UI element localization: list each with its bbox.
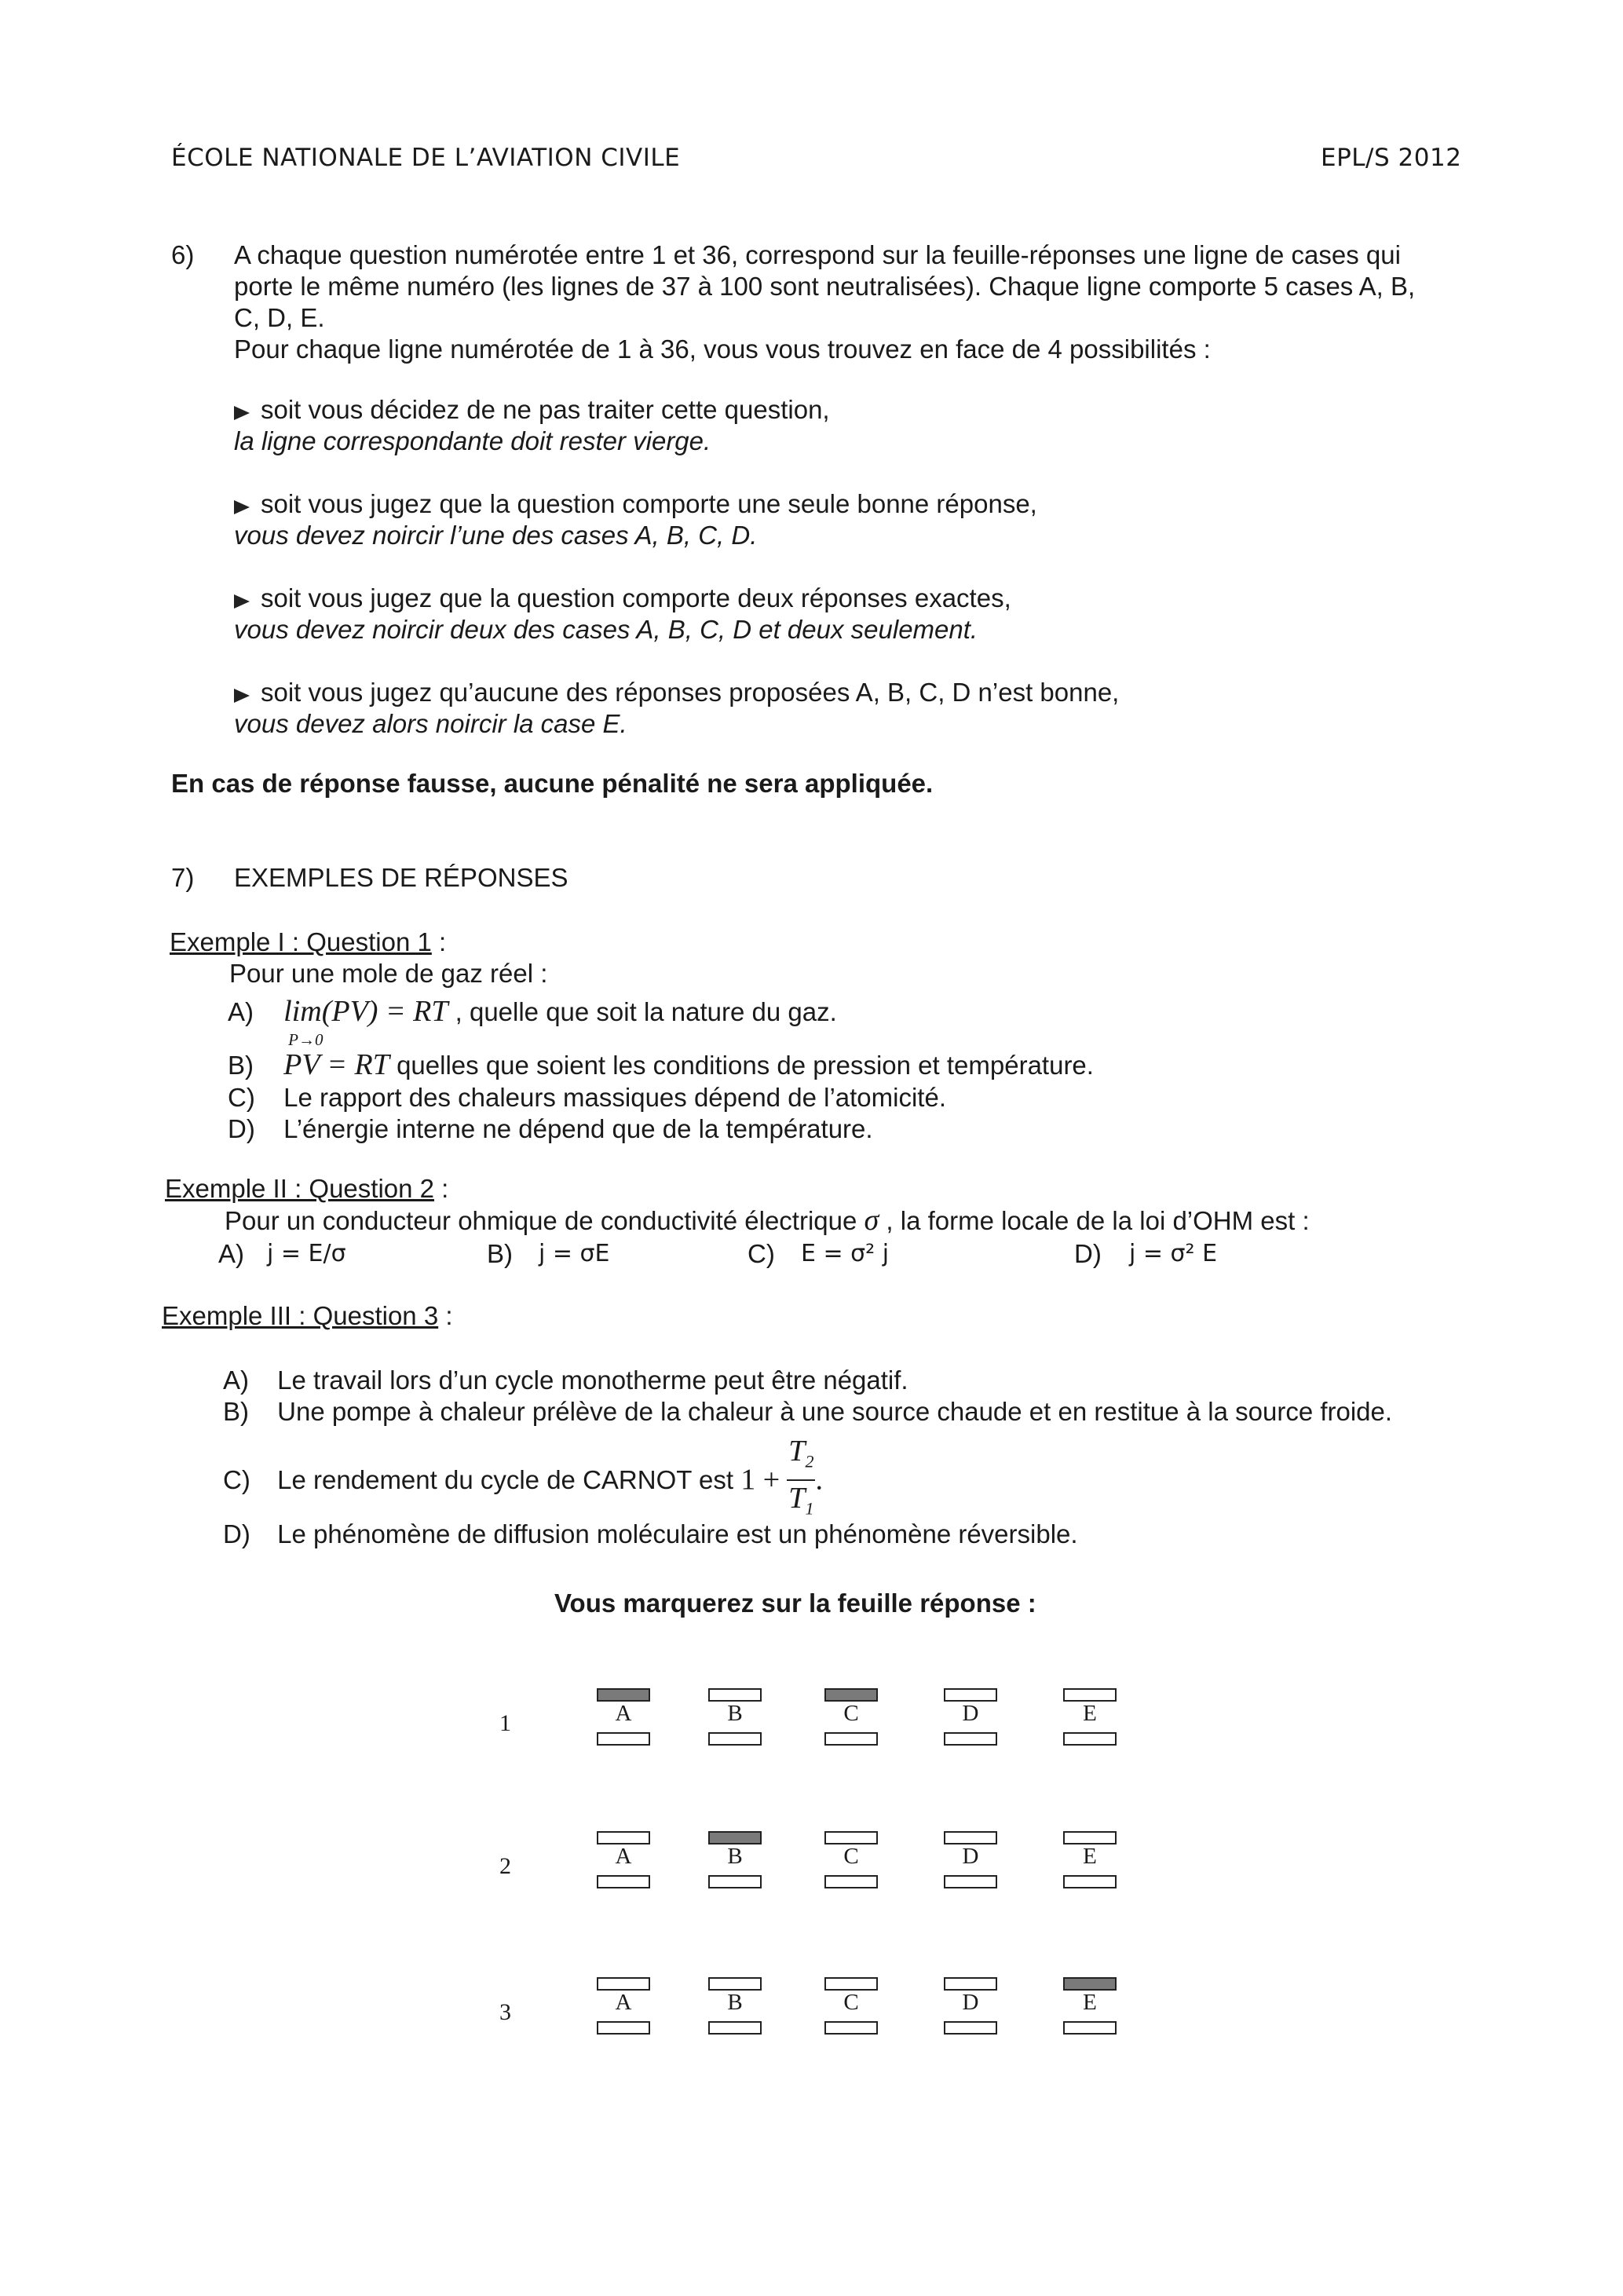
answer-letter: D <box>962 1990 979 2015</box>
option-3 <box>234 583 1011 645</box>
answer-letter: E <box>1083 1990 1097 2015</box>
example2-option-b: j = σE <box>539 1240 610 1267</box>
example1-option-a: A) lim(PV) = RT P→0 , quelle que soit la nature du gaz. <box>228 996 837 1028</box>
exam-code: EPL/S 2012 <box>1321 144 1462 172</box>
section6-line: porte le même numéro (les lignes de 37 à 100 sont neutralisées). Chaque ligne comporte 5 cases A, B, <box>234 272 1416 301</box>
example2-option-d: j = σ² E <box>1129 1240 1218 1267</box>
lim-expression: lim(PV) = RT <box>283 995 448 1028</box>
option-instruction: vous devez noircir l’une des cases A, B, C, D. <box>234 521 758 550</box>
answer-sheet-instruction: Vous marquerez sur la feuille réponse : <box>554 1589 1036 1618</box>
answer-box-lower <box>708 1875 762 1888</box>
answer-letter: D <box>962 1701 979 1726</box>
answer-box-lower <box>597 2021 650 2035</box>
example3-option-c: C) Le rendement du cycle de CARNOT est 1 + $\frac{T_2}{T_1}$ . <box>223 1434 823 1512</box>
answer-box-lower <box>944 1732 997 1746</box>
answer-letter: B <box>727 1844 743 1869</box>
ideal-gas-law: PV = RT <box>283 1048 389 1081</box>
answer-box-lower <box>1063 1732 1117 1746</box>
triangle-bullet-icon <box>234 500 250 514</box>
option-instruction: la ligne correspondante doit rester vierge. <box>234 426 711 455</box>
option-instruction: vous devez alors noircir la case E. <box>234 709 627 738</box>
answer-box-lower <box>824 2021 878 2035</box>
answer-box-3-e[interactable] <box>1063 1977 1117 1991</box>
section6-line: C, D, E. <box>234 303 325 332</box>
answer-letter: C <box>843 1990 859 2015</box>
answer-box-3-c[interactable] <box>824 1977 878 1991</box>
answer-box-lower <box>708 2021 762 2035</box>
option-4 <box>234 677 1119 740</box>
section6-intro <box>234 239 1490 365</box>
section6-line: Pour chaque ligne numérotée de 1 à 36, vous vous trouvez en face de 4 possibilités : <box>234 335 1211 364</box>
option-text: soit vous jugez que la question comporte une seule bonne réponse, <box>261 489 1037 518</box>
answer-box-2-e[interactable] <box>1063 1831 1117 1844</box>
answer-box-lower <box>824 1875 878 1888</box>
answer-letter: A <box>615 1990 632 2015</box>
answer-row-number: 2 <box>499 1853 511 1879</box>
answer-letter: C <box>843 1844 859 1869</box>
answer-letter: D <box>962 1844 979 1869</box>
penalty-notice: En cas de réponse fausse, aucune pénalité ne sera appliquée. <box>171 769 934 798</box>
answer-box-2-d[interactable] <box>944 1831 997 1844</box>
example1-option-d: D) L’énergie interne ne dépend que de la température. <box>228 1114 873 1143</box>
answer-letter: E <box>1083 1701 1097 1726</box>
option-1 <box>234 394 830 457</box>
option-text: soit vous décidez de ne pas traiter cette question, <box>261 395 830 424</box>
option-text: soit vous jugez que la question comporte deux réponses exactes, <box>261 583 1011 612</box>
answer-letter: A <box>615 1701 632 1726</box>
answer-box-1-a[interactable] <box>597 1688 650 1702</box>
section7-number: 7) <box>171 863 195 892</box>
example1-option-c: C) Le rapport des chaleurs massiques dépend de l’atomicité. <box>228 1083 946 1112</box>
example1-intro: Pour une mole de gaz réel : <box>229 959 548 988</box>
answer-box-lower <box>944 2021 997 2035</box>
answer-box-lower <box>824 1732 878 1746</box>
option-text: soit vous jugez qu’aucune des réponses proposées A, B, C, D n’est bonne, <box>261 678 1120 707</box>
answer-box-1-c[interactable] <box>824 1688 878 1702</box>
answer-box-lower <box>597 1875 650 1888</box>
example3-option-b: B) Une pompe à chaleur prélève de la chaleur à une source chaude et en restitue à la source froide. <box>223 1397 1393 1426</box>
carnot-fraction: $\frac{T_2}{T_1}$ <box>788 1435 814 1519</box>
answer-box-1-b[interactable] <box>708 1688 762 1702</box>
section6-line: A chaque question numérotée entre 1 et 36, correspond sur la feuille-réponses une ligne de cases qui <box>234 240 1401 269</box>
triangle-bullet-icon <box>234 594 250 609</box>
section7-title: EXEMPLES DE RÉPONSES <box>234 863 568 892</box>
section6-number: 6) <box>171 240 195 269</box>
answer-box-3-a[interactable] <box>597 1977 650 1991</box>
triangle-bullet-icon <box>234 406 250 420</box>
example2-option-c: E = σ² j <box>801 1240 890 1267</box>
example2-intro: Pour un conducteur ohmique de conductivité électrique σ , la forme locale de la loi d’OHM est : <box>225 1204 1310 1237</box>
answer-box-lower <box>1063 2021 1117 2035</box>
answer-box-1-d[interactable] <box>944 1688 997 1702</box>
answer-letter: A <box>615 1844 632 1869</box>
answer-box-3-d[interactable] <box>944 1977 997 1991</box>
answer-letter: B <box>727 1701 743 1726</box>
answer-box-2-b[interactable] <box>708 1831 762 1844</box>
option-instruction: vous devez noircir deux des cases A, B, C, D et deux seulement. <box>234 615 978 644</box>
option-2 <box>234 488 1037 551</box>
answer-box-lower <box>944 1875 997 1888</box>
answer-box-2-c[interactable] <box>824 1831 878 1844</box>
example3-title: Exemple III : Question 3 : <box>162 1301 453 1330</box>
example1-title: Exemple I : Question 1 : <box>170 927 447 956</box>
answer-box-2-a[interactable] <box>597 1831 650 1844</box>
answer-letter: B <box>727 1990 743 2015</box>
school-name: ÉCOLE NATIONALE DE L’AVIATION CIVILE <box>171 144 681 172</box>
answer-row-number: 3 <box>499 1999 511 2025</box>
example2-title: Exemple II : Question 2 : <box>165 1174 449 1203</box>
example3-option-d: D) Le phénomène de diffusion moléculaire est un phénomène réversible. <box>223 1519 1078 1548</box>
answer-box-1-e[interactable] <box>1063 1688 1117 1702</box>
answer-box-lower <box>708 1732 762 1746</box>
example1-option-b: B) PV = RT quelles que soient les conditions de pression et température. <box>228 1048 1094 1081</box>
example3-option-a: A) Le travail lors d’un cycle monotherme peut être négatif. <box>223 1366 908 1395</box>
answer-box-lower <box>1063 1875 1117 1888</box>
answer-box-lower <box>597 1732 650 1746</box>
answer-row-number: 1 <box>499 1710 511 1736</box>
triangle-bullet-icon <box>234 689 250 703</box>
lim-subscript: P→0 <box>288 1030 324 1049</box>
answer-box-3-b[interactable] <box>708 1977 762 1991</box>
answer-letter: C <box>843 1701 859 1726</box>
answer-letter: E <box>1083 1844 1097 1869</box>
example2-option-a: j = E/σ <box>267 1240 346 1267</box>
sigma-symbol: σ <box>864 1204 879 1237</box>
